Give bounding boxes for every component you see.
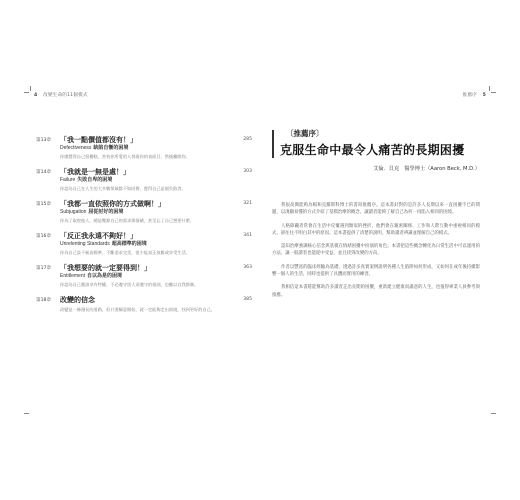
chapter-number: 第15章 — [36, 202, 52, 207]
toc-entry — [36, 232, 252, 256]
toc-page-number: 303 — [243, 169, 252, 174]
preface — [272, 128, 480, 305]
toc-entry — [36, 136, 252, 160]
body-paragraph: 人格障礙者常會在生活中反覆遇到類似的挫折，他們會在親密關係、工作和人際互動中重複相同的模式，卻往往不明白其中的原因。這本書提供了清楚的說明，幫助讀者辨識並理解自己的模式。 — [272, 223, 480, 236]
toc-chinese-subtitle: 自以為是的困境 — [87, 273, 123, 279]
toc-description: 你為自己設下極高標準，不斷追求完美，很少能真正放鬆或享受生活。 — [60, 250, 190, 255]
chapter-number: 第14章 — [36, 170, 52, 175]
preface-title: 克服生命中最令人痛苦的長期困擾 — [280, 143, 465, 157]
preface-author: 艾倫．貝克 醫學博士（Aaron Beck, M.D.） — [373, 166, 480, 172]
left-running-header — [30, 92, 88, 98]
right-page-number: 5 — [482, 93, 486, 98]
toc-page-number: 341 — [243, 233, 252, 238]
toc-page-number: 285 — [243, 137, 252, 142]
toc-description: 改變是一條漫長的道路，但只要願意開始，就一定能夠走出困境，找到更好的自己。 — [60, 307, 215, 312]
right-page — [262, 92, 490, 414]
body-paragraph: 我很高興能夠為楊和克羅斯科博士的書寫推薦序。這本書針對的是許多人長期以來一直困擾不已的問題，以淺顯易懂的方式介紹了基模治療的概念，讓讀者能夠了解自己為何一再陷入相同的困境。 — [272, 203, 480, 216]
toc-title: 「我都一直依照你的方式做啊！」 — [60, 200, 165, 208]
toc-title: 「我一點價值都沒有！」 — [60, 136, 137, 144]
chapter-number: 第18章 — [36, 298, 52, 303]
body-paragraph: 我相信這本書將能幫助許多讀者走出長期的困擾，重新建立健康而滿意的人生，也值得專業人員參考與推薦。 — [272, 285, 480, 298]
chapter-number: 第13章 — [36, 138, 52, 143]
running-title: 推薦序 — [462, 93, 477, 98]
toc-description: 你總覺得自己很糟糕，害怕你所愛的人發現你的真面目，然後離開你。 — [60, 154, 190, 159]
toc-chinese-subtitle: 屈從討好的困境 — [88, 209, 124, 215]
preface-tag: 〔推薦序〕 — [286, 129, 324, 138]
toc-entry — [36, 168, 252, 192]
toc-subtitle — [60, 145, 252, 152]
crop-mark — [491, 413, 496, 414]
crop-mark — [30, 86, 31, 91]
crop-mark — [24, 92, 29, 93]
crop-mark — [491, 92, 496, 93]
right-running-header — [463, 92, 490, 98]
toc-subtitle — [60, 273, 252, 280]
toc-title: 「反正我永遠不夠好！」 — [60, 232, 137, 240]
preface-tag-text: 推薦序 — [293, 129, 316, 138]
toc-subtitle — [60, 209, 252, 216]
toc-subtitle — [60, 241, 252, 248]
toc-english-title: Failure — [60, 177, 76, 183]
book-title: 改變生命的11個模式 — [43, 93, 88, 98]
toc-english-title: Entitlement — [60, 273, 86, 279]
crop-mark — [489, 86, 490, 91]
toc-english-title: Defectiveness — [60, 145, 92, 151]
crop-mark — [24, 413, 29, 414]
toc-entry — [36, 296, 252, 313]
toc-entry — [36, 200, 252, 224]
preface-heading — [272, 128, 480, 162]
toc-description: 你認為自己應該享有特權，不必遵守別人須遵守的規則，也難以自我節制。 — [60, 282, 199, 287]
toc-title: 「我就是一無是處！」 — [60, 168, 130, 176]
chapter-number: 第16章 — [36, 234, 52, 239]
toc-chinese-subtitle: 失敗自卑的困境 — [77, 177, 113, 183]
toc-subtitle — [60, 177, 252, 184]
body-paragraph: 作者以豐富的臨床經驗為基礎，透過許多真實案例說明各種人生陷阱如何形成，又如何在成年後持續影響一個人的生活，同時也提供了具體而實用的練習。 — [272, 264, 480, 278]
toc-title: 改變的信念 — [60, 296, 95, 304]
body-paragraph: 認知治療強調核心信念與基模在情緒困擾中扮演的角色。本書把這些概念轉化為日常生活中可以運用的方法，讓一般讀者也能從中受益，並且找到改變的方向。 — [272, 244, 480, 257]
toc-english-title: Subjugation — [60, 209, 87, 215]
preface-body — [272, 202, 480, 299]
toc-page-number: 321 — [243, 201, 252, 206]
chapter-number: 第17章 — [36, 266, 52, 271]
left-page-number: 4 — [34, 93, 38, 98]
toc-page-number: 363 — [243, 265, 252, 270]
toc-chinese-subtitle: 超高標準的困境 — [111, 241, 147, 247]
title-bar-decoration — [272, 130, 274, 158]
toc-page-number: 385 — [243, 297, 252, 302]
table-of-contents — [36, 136, 252, 321]
toc-english-title: Unrelenting Standards — [60, 241, 110, 247]
toc-title: 「我想要的就一定要得到！」 — [60, 264, 151, 272]
toc-description: 你為了取悅他人，總是壓抑自己的需求與情緒，甚至忘了自己想要什麼。 — [60, 218, 195, 223]
toc-entry — [36, 264, 252, 288]
toc-description: 你認為自己在人生的大多數領域都不如同儕，覺得自己是個失敗者。 — [60, 186, 186, 191]
left-page — [30, 92, 258, 414]
toc-chinese-subtitle: 缺陷自慚的困境 — [93, 145, 129, 151]
